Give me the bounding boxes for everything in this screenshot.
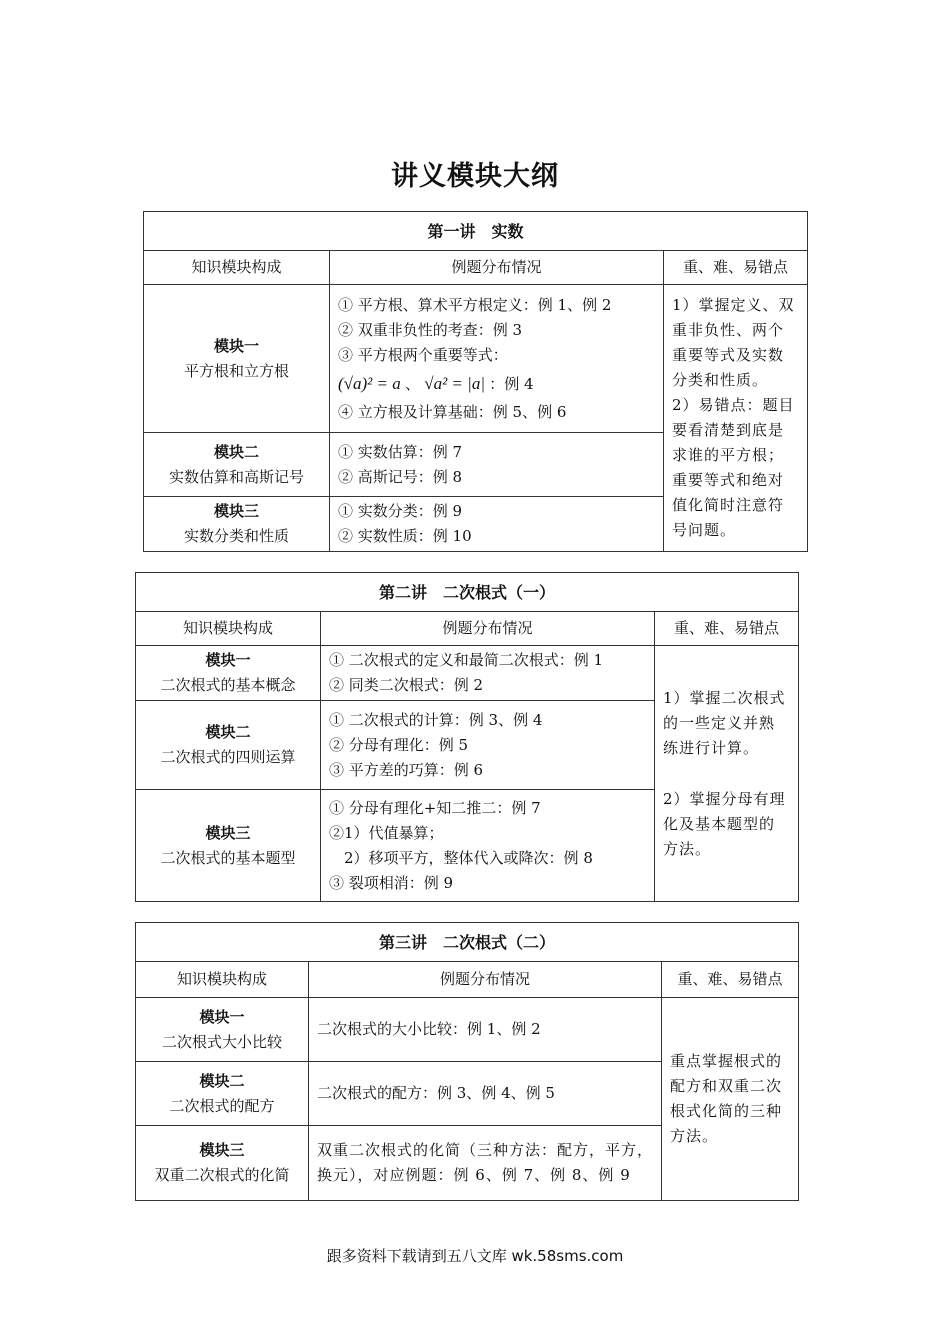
examples-cell — [321, 790, 655, 902]
example-item: ② 同类二次根式：例 2 — [329, 676, 484, 694]
module-desc: 二次根式的基本题型 — [160, 848, 296, 867]
example-item: ④ 立方根及计算基础：例 5、例 6 — [338, 402, 567, 421]
footer-note: 跟多资料下载请到五八文库 wk.58sms.com — [326, 1247, 624, 1265]
examples-cell — [309, 1062, 662, 1126]
header-key: 重、难、易错点 — [664, 251, 808, 285]
examples-cell — [321, 701, 655, 790]
header-key: 重、难、易错点 — [655, 612, 799, 646]
module-desc: 二次根式的基本概念 — [160, 676, 296, 694]
example-item: ① 平方根、算术平方根定义：例 1、例 2 — [338, 295, 612, 314]
key-points-cell — [655, 646, 799, 902]
example-item: ③ 平方根两个重要等式： — [338, 345, 508, 364]
module-desc: 二次根式的配方 — [169, 1096, 275, 1115]
header-examples: 例题分布情况 — [330, 251, 664, 285]
formula-example-ref: ：例 4 — [489, 374, 534, 393]
lecture-title: 第二讲 二次根式（一） — [136, 573, 799, 612]
example-item: ③ 平方差的巧算：例 6 — [329, 760, 484, 779]
example-item: ① 实数分类：例 9 — [338, 502, 463, 520]
examples-cell — [330, 433, 664, 497]
module-desc: 双重二次根式的化简 — [154, 1166, 290, 1184]
example-item: ② 实数性质：例 10 — [338, 527, 472, 545]
module-name: 模块二 — [205, 723, 251, 741]
example-item: 2）移项平方，整体代入或降次：例 8 — [329, 848, 593, 867]
examples-cell — [309, 998, 662, 1062]
key-point: 1）掌握二次根式的一些定义并熟练进行计算。 — [663, 688, 786, 757]
examples-cell — [330, 497, 664, 552]
module-cell — [136, 998, 309, 1062]
module-cell — [136, 701, 321, 790]
example-item: ②1）代值暴算； — [329, 823, 444, 842]
key-point: 1）掌握定义、双重非负性、两个重要等式及实数分类和性质。 — [672, 296, 795, 389]
example-item: 二次根式的大小比较：例 1、例 2 — [317, 1020, 541, 1038]
example-item: ② 分母有理化：例 5 — [329, 735, 469, 754]
example-item: 二次根式的配方：例 3、例 4、例 5 — [317, 1084, 555, 1102]
module-cell — [144, 285, 330, 433]
example-item: ① 二次根式的计算：例 3、例 4 — [329, 710, 543, 729]
lecture-1-table — [143, 211, 808, 552]
example-item: ③ 裂项相消：例 9 — [329, 873, 454, 892]
header-examples: 例题分布情况 — [321, 612, 655, 646]
lecture-title: 第三讲 二次根式（二） — [136, 923, 799, 962]
formula-identity-2: √a² = |a| — [424, 373, 485, 393]
example-item: ② 双重非负性的考查：例 3 — [338, 320, 523, 339]
lecture-title: 第一讲 实数 — [144, 212, 808, 251]
header-modules: 知识模块构成 — [136, 612, 321, 646]
examples-cell — [330, 285, 664, 433]
example-item: ① 实数估算：例 7 — [338, 442, 463, 461]
module-name: 模块三 — [213, 502, 259, 520]
module-cell — [144, 433, 330, 497]
header-key: 重、难、易错点 — [662, 962, 799, 998]
module-name: 模块二 — [199, 1071, 245, 1090]
header-examples: 例题分布情况 — [309, 962, 662, 998]
module-desc: 二次根式的四则运算 — [160, 748, 296, 766]
module-name: 模块一 — [199, 1007, 245, 1026]
formula-identity-1: (√a)² = a — [338, 373, 401, 393]
formula-separator: 、 — [404, 374, 420, 393]
lecture-2-table — [135, 572, 799, 902]
module-desc: 实数分类和性质 — [183, 527, 289, 545]
key-point: 重点掌握根式的配方和双重二次根式化简的三种方法。 — [670, 1052, 783, 1145]
example-item: ① 分母有理化+知二推二：例 7 — [329, 798, 541, 817]
example-item: 双重二次根式的化简（三种方法：配方，平方，换元），对应例题：例 6、例 7、例 8、例 9 — [317, 1141, 654, 1184]
module-name: 模块三 — [205, 823, 251, 842]
module-desc: 平方根和立方根 — [183, 361, 289, 380]
module-name: 模块一 — [205, 651, 251, 669]
page-title: 讲义模块大纲 — [391, 161, 559, 192]
key-point: 2）掌握分母有理化及基本题型的方法。 — [663, 789, 786, 858]
lecture-3-table — [135, 922, 799, 1201]
key-points-cell — [664, 285, 808, 552]
module-desc: 实数估算和高斯记号 — [168, 467, 304, 486]
header-modules: 知识模块构成 — [144, 251, 330, 285]
module-cell — [136, 646, 321, 701]
module-cell — [136, 1062, 309, 1126]
formula-line — [338, 368, 655, 400]
key-points-cell — [662, 998, 799, 1201]
module-name: 模块二 — [213, 442, 259, 461]
module-desc: 二次根式大小比较 — [161, 1032, 282, 1051]
example-item: ① 二次根式的定义和最简二次根式：例 1 — [329, 651, 604, 669]
example-item: ② 高斯记号：例 8 — [338, 467, 463, 486]
module-name: 模块三 — [199, 1141, 245, 1159]
examples-cell — [309, 1126, 662, 1201]
key-point: 2）易错点：题目要看清楚到底是求谁的平方根；重要等式和绝对值化简时注意符号问题。 — [672, 396, 795, 539]
module-cell — [144, 497, 330, 552]
module-cell — [136, 1126, 309, 1201]
module-cell — [136, 790, 321, 902]
header-modules: 知识模块构成 — [136, 962, 309, 998]
module-name: 模块一 — [213, 336, 259, 355]
examples-cell — [321, 646, 655, 701]
